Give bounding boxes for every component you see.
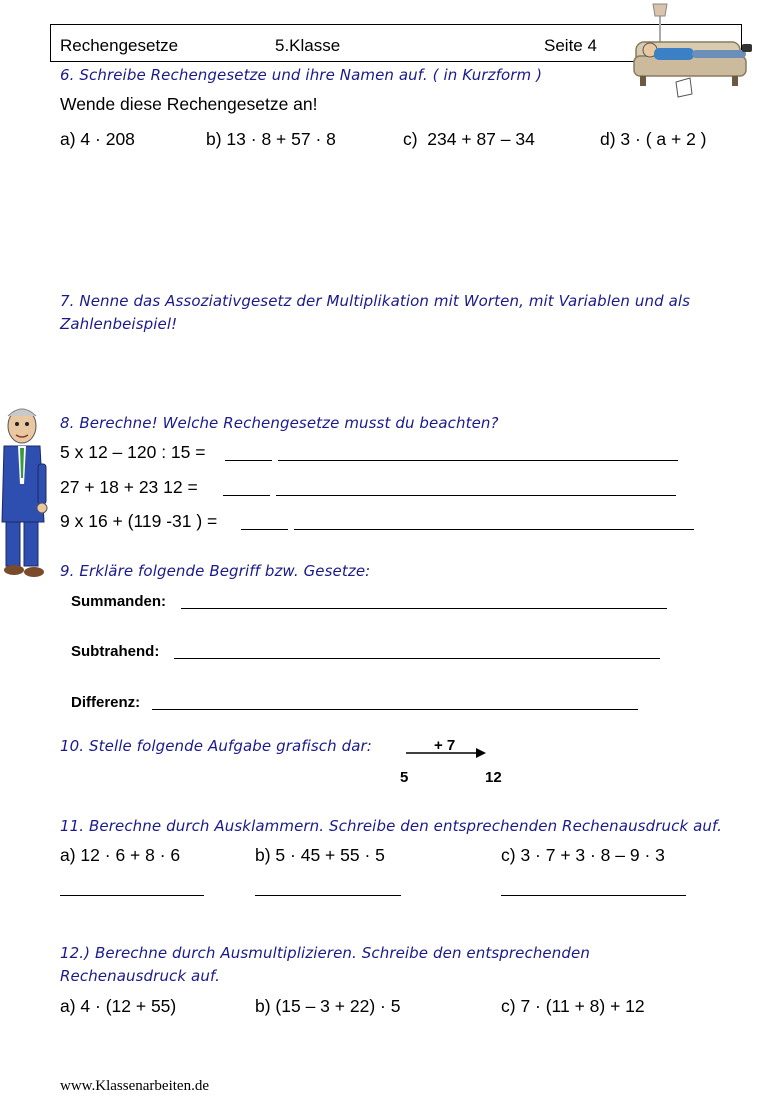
task10-title: 10. Stelle folgende Aufgabe grafisch dar: <box>60 737 372 755</box>
task11-item-b: b) 5 · 45 + 55 · 5 <box>255 845 385 865</box>
task8-answer-line-3[interactable] <box>241 529 288 530</box>
task6-item-a: a) 4 · 208 <box>60 129 135 149</box>
task6-item-d: d) 3 · ( a + 2 ) <box>600 129 707 149</box>
footer-clip <box>0 1078 760 1091</box>
task12-item-a: a) 4 · (12 + 55) <box>60 996 177 1016</box>
task11-title: 11. Berechne durch Ausklammern. Schreibe den entsprechenden Rechenausdruck auf. <box>60 817 722 835</box>
task11-item-a: a) 12 · 6 + 8 · 6 <box>60 845 181 865</box>
task8-item-3: 9 x 16 + (119 -31 ) = <box>60 511 218 531</box>
task12-item-c: c) 7 · (11 + 8) + 12 <box>501 996 645 1016</box>
task11-answer-line-a[interactable] <box>60 895 204 896</box>
task10-arrow-icon <box>406 747 488 759</box>
task8-rules-line-3[interactable] <box>294 529 694 530</box>
task11-answer-line-b[interactable] <box>255 895 401 896</box>
header-subject: Rechengesetze <box>60 36 179 55</box>
sleeping-man-clipart <box>632 2 756 98</box>
task6-item-b: b) 13 · 8 + 57 · 8 <box>206 129 336 149</box>
header-page: Seite 4 <box>544 36 597 55</box>
task9-answer-line-summanden[interactable] <box>181 608 667 609</box>
task8-title: 8. Berechne! Welche Rechengesetze musst du beachten? <box>60 414 499 432</box>
task8-rules-line-1[interactable] <box>278 460 678 461</box>
task12-line2: Rechenausdruck auf. <box>60 967 220 985</box>
task8-item-1: 5 x 12 – 120 : 15 = <box>60 442 206 462</box>
task9-answer-line-differenz[interactable] <box>152 709 638 710</box>
task10-operator: + 7 <box>434 737 456 754</box>
task11-item-c: c) 3 · 7 + 3 · 8 – 9 · 3 <box>501 845 665 865</box>
task6-title: 6. Schreibe Rechengesetze und ihre Namen auf. ( in Kurzform ) <box>60 66 543 84</box>
task6-instruction: Wende diese Rechengesetze an! <box>60 94 318 114</box>
task8-item-2: 27 + 18 + 23 12 = <box>60 477 198 497</box>
task10-start: 5 <box>400 769 409 786</box>
task7-line1: 7. Nenne das Assoziativgesetz der Multiplikation mit Worten, mit Variablen und als <box>60 292 691 310</box>
task11-answer-line-c[interactable] <box>501 895 686 896</box>
teacher-clipart <box>0 404 52 580</box>
task8-answer-line-1[interactable] <box>225 460 272 461</box>
task9-term-subtrahend: Subtrahend: <box>71 643 160 660</box>
header-grade: 5.Klasse <box>275 36 341 55</box>
task8-answer-line-2[interactable] <box>223 495 270 496</box>
task9-title: 9. Erkläre folgende Begriff bzw. Gesetze: <box>60 562 371 580</box>
task9-term-summanden: Summanden: <box>71 593 167 610</box>
task9-answer-line-subtrahend[interactable] <box>174 658 660 659</box>
task12-item-b: b) (15 – 3 + 22) · 5 <box>255 996 401 1016</box>
task8-rules-line-2[interactable] <box>276 495 676 496</box>
task9-term-differenz: Differenz: <box>71 694 141 711</box>
task12-line1: 12.) Berechne durch Ausmultiplizieren. Schreibe den entsprechenden <box>60 944 590 962</box>
task6-item-c: c) 234 + 87 – 34 <box>403 129 535 149</box>
task7-line2: Zahlenbeispiel! <box>60 315 178 333</box>
footer-site: www.Klassenarbeiten.de <box>60 1078 209 1091</box>
task10-end: 12 <box>485 769 502 786</box>
